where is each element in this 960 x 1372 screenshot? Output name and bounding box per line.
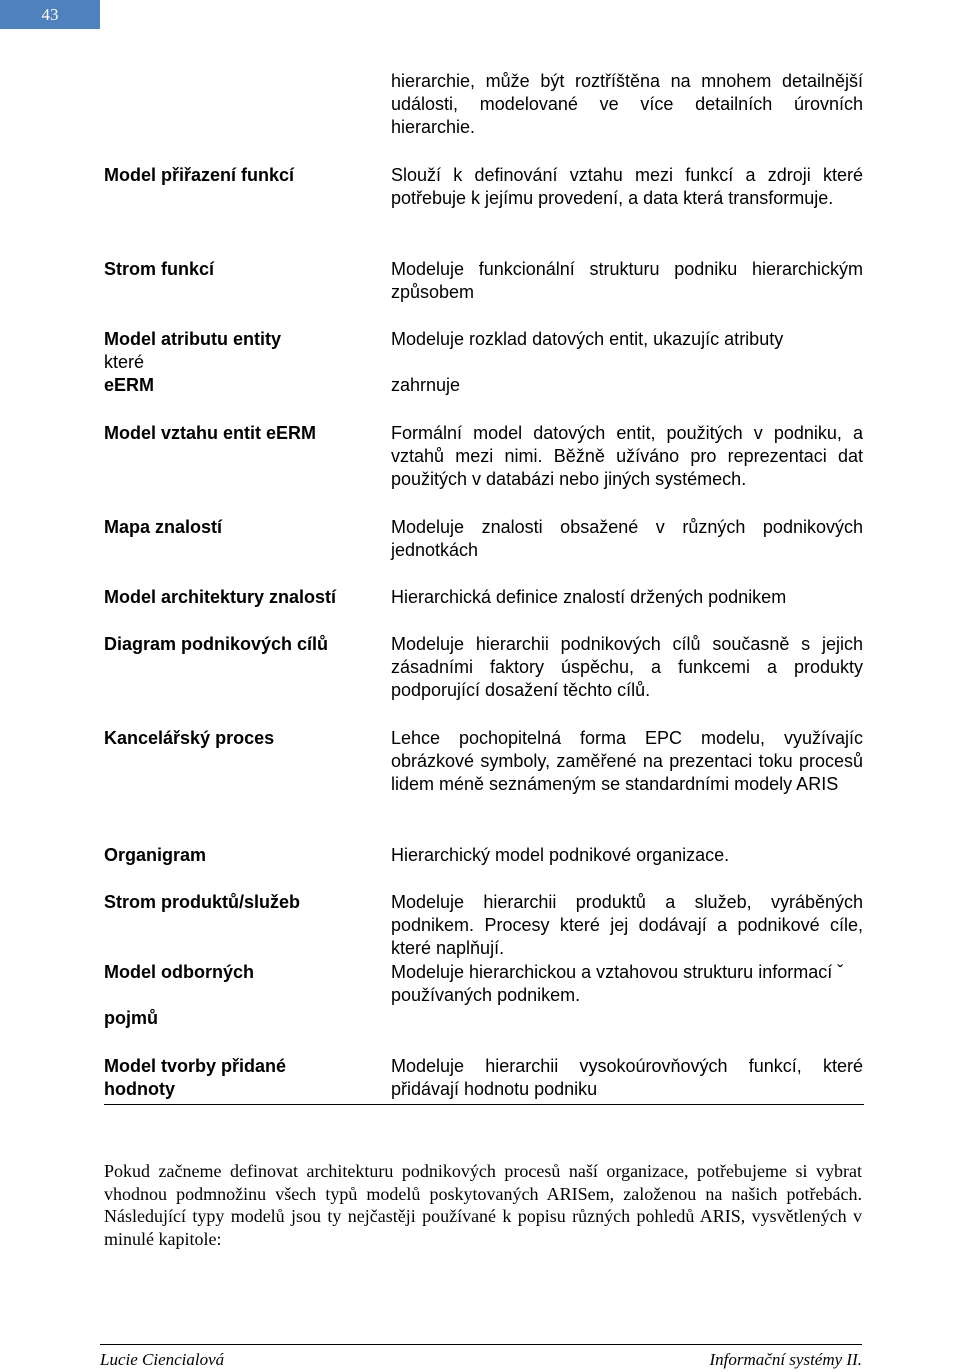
body-paragraph: Pokud začneme definovat architekturu podnikových procesů naší organizace, potřebujeme si vybrat vhodnou podmnožinu všech typů modelů poskytovaných ARISem, založenou na našich potřebách. Následující typy modelů jsou ty nejčastěji používané k popisu různých pohledů ARIS, vysvětlených v minulé kapitole: (104, 1161, 862, 1249)
model-term: Strom funkcí (104, 259, 215, 279)
model-description-line: používaných podnikem. (391, 985, 581, 1005)
model-description: Modeluje hierarchii vysokoúrovňových funkcí, které přidávají hodnotu podniku (391, 1056, 863, 1099)
model-description: Modeluje funkcionální strukturu podniku hierarchickým způsobem (391, 259, 863, 302)
table-bottom-rule (104, 1104, 864, 1105)
model-term: Strom produktů/služeb (104, 892, 301, 912)
model-description-line: Modeluje rozklad datových entit, ukazujíc atributy (391, 329, 784, 349)
model-description: Modeluje hierarchii podnikových cílů současně s jejich zásadními faktory úspěchu, a funkcemi a produkty podporující dosažení těchto cílů. (391, 634, 863, 700)
model-term: Mapa znalostí (104, 517, 223, 537)
model-description-line: zahrnuje (391, 375, 461, 395)
model-term-line: Model atributu entity (104, 329, 281, 349)
continued-description: hierarchie, může být roztříštěna na mnohem detailnější události, modelované ve více detailních úrovních hierarchie. (391, 71, 863, 137)
model-description: Formální model datových entit, použitých v podniku, a vztahů mezi nimi. Běžně užíváno pro reprezentaci dat použitých v databázi nebo jiných systémech. (391, 423, 863, 489)
model-term-line: pojmů (104, 1008, 158, 1028)
footer-rule (100, 1344, 862, 1345)
model-term-line: eERM (104, 375, 155, 395)
model-term: Model vztahu entit eERM (104, 423, 317, 443)
model-term: Diagram podnikových cílů (104, 634, 329, 654)
model-description: Lehce pochopitelná forma EPC modelu, využívajíc obrázkové symboly, zaměřené na prezentaci toku procesů lidem méně seznámeným se standardními modely ARIS (391, 728, 863, 794)
model-term (104, 961, 389, 1030)
model-term: Organigram (104, 845, 207, 865)
model-description: Hierarchický model podnikové organizace. (391, 845, 730, 865)
model-term: Model přiřazení funkcí (104, 165, 295, 185)
model-description-line: Modeluje hierarchickou a vztahovou strukturu informací ˇ (391, 962, 844, 982)
model-description (391, 328, 863, 397)
model-description (391, 961, 863, 1007)
model-description: Hierarchická definice znalostí držených podnikem (391, 587, 787, 607)
model-description: Slouží k definování vztahu mezi funkcí a zdroji které potřebuje k jejímu provedení, a data která transformuje. (391, 165, 863, 208)
footer-author: Lucie Ciencialová (100, 1350, 225, 1369)
page-number-badge: 43 (0, 0, 100, 29)
model-term: Model architektury znalostí (104, 587, 337, 607)
footer-course: Informační systémy II. (709, 1350, 862, 1369)
model-description: Modeluje znalosti obsažené v různých podnikových jednotkách (391, 517, 863, 560)
model-term-line: které (104, 352, 145, 372)
model-term-line: Model odborných (104, 962, 254, 982)
model-term (104, 328, 389, 397)
model-term: Model tvorby přidané hodnoty (104, 1056, 287, 1099)
model-description: Modeluje hierarchii produktů a služeb, vyráběných podnikem. Procesy které jej dodávají a podnikové cíle, které naplňují. (391, 892, 863, 958)
model-term: Kancelářský proces (104, 728, 275, 748)
